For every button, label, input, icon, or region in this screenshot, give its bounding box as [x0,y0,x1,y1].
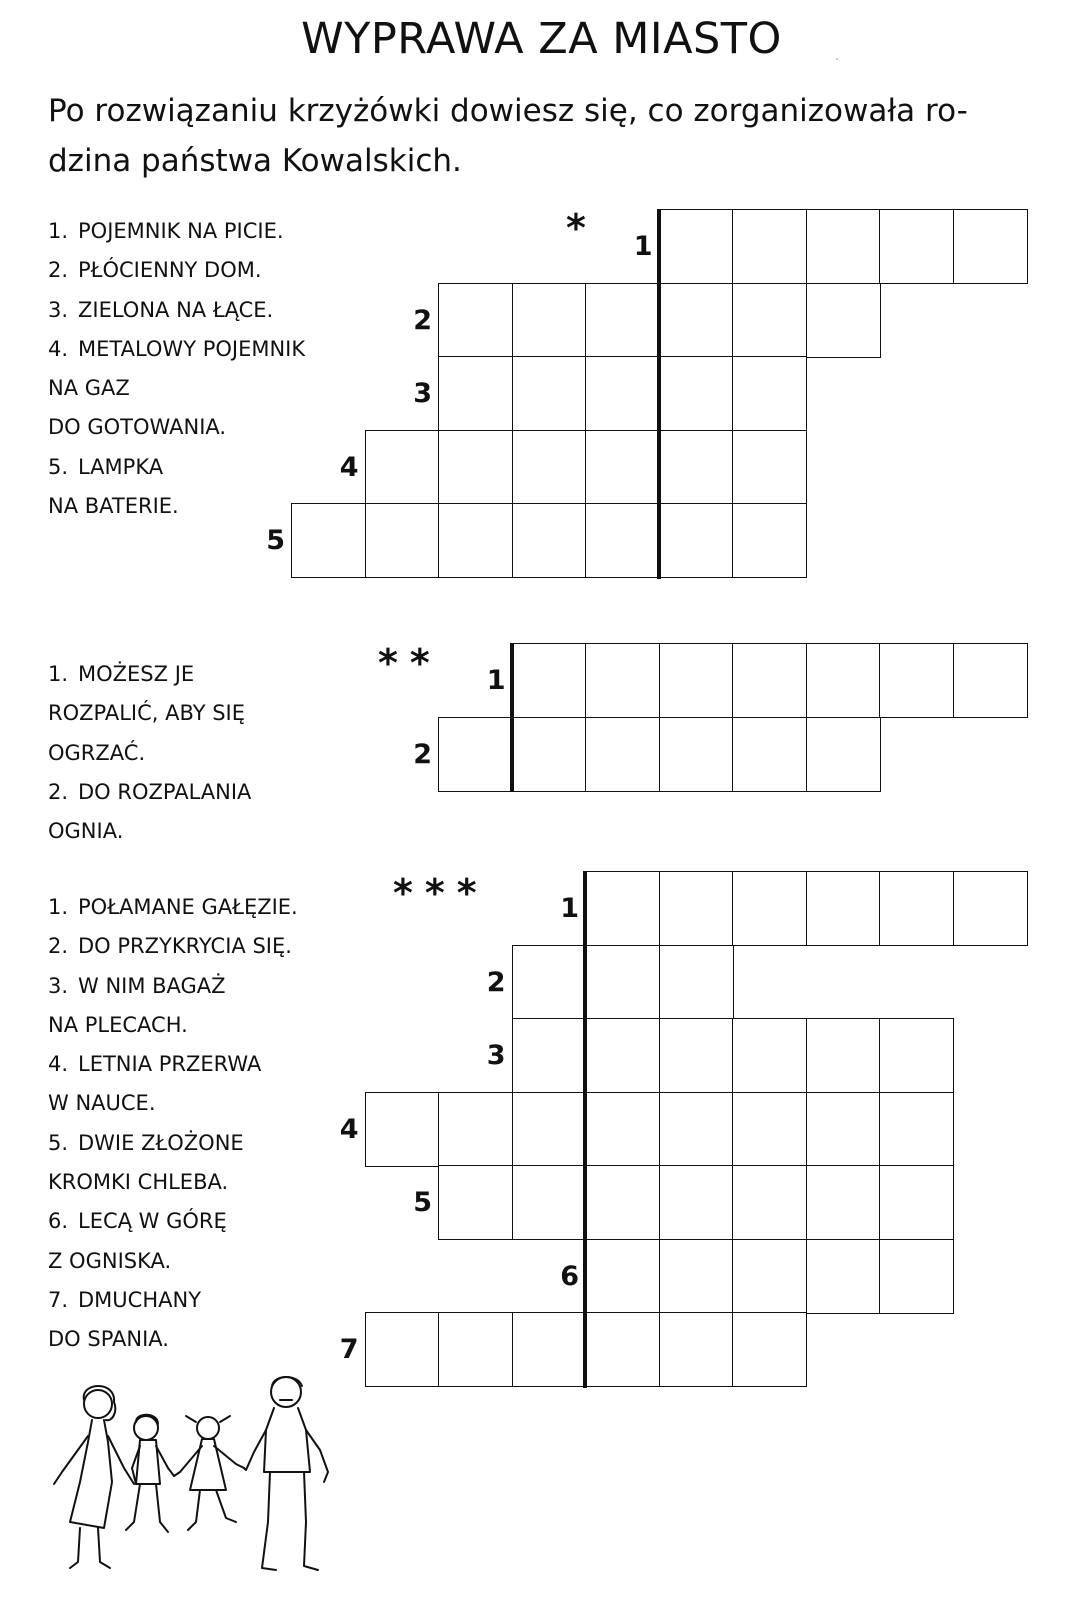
crossword-cell[interactable] [585,643,660,718]
row-number-5: 5 [413,1187,432,1218]
clue-1: 1. POŁAMANE GAŁĘZIE. [48,895,298,919]
crossword-cell[interactable] [659,643,734,718]
crossword-cell[interactable] [291,503,366,578]
crossword-cell[interactable] [806,1239,881,1314]
crossword-cell[interactable] [659,1018,734,1093]
crossword-cell[interactable] [806,209,881,284]
puzzle1-stars: * [566,206,598,250]
intro-line-2: dzina państwa Kowalskich. [48,143,462,179]
clue-3: 3. W NIM BAGAŻ [48,973,226,998]
row-number-1: 1 [560,893,579,924]
crossword-cell[interactable] [732,503,807,578]
girl-figure [174,1416,244,1530]
speck [836,58,838,60]
father-figure [244,1377,328,1570]
crossword-cell[interactable] [512,283,587,358]
crossword-cell[interactable] [585,1018,660,1093]
crossword-cell[interactable] [806,283,881,358]
boy-figure [126,1415,174,1532]
row-number-1: 1 [486,665,506,696]
crossword-cell[interactable] [806,1018,881,1093]
crossword-cell[interactable] [879,643,954,718]
crossword-cell[interactable] [806,643,881,718]
crossword-cell[interactable] [512,503,587,578]
row-number-3: 3 [413,378,432,409]
clue-4: 4. LETNIA PRZERWA [48,1052,262,1077]
crossword-cell[interactable] [585,1092,660,1167]
crossword-cell[interactable] [732,430,807,505]
row-number-2: 2 [413,304,432,336]
crossword-cell[interactable] [438,1312,513,1387]
puzzle3-stars: *** [393,871,489,915]
crossword-cell[interactable] [585,717,660,792]
crossword-cell[interactable] [512,1092,587,1167]
crossword-cell[interactable] [512,430,587,505]
clue-5: 5. DWIE ZŁOŻONE [48,1130,244,1155]
crossword-cell[interactable] [512,945,587,1020]
crossword-cell[interactable] [659,283,734,358]
row-number-1: 1 [633,231,653,262]
crossword-cell[interactable] [585,503,660,578]
clue-4-line-3: DO GOTOWANIA. [48,415,227,440]
intro-line-1: Po rozwiązaniu krzyżówki dowiesz się, co zorganizowała ro- [48,93,968,129]
clue-3-line-2: NA PLECACH. [48,1012,188,1037]
crossword-cell[interactable] [438,430,513,505]
solution-column-line [510,643,514,792]
clue-7: 7. DMUCHANY [48,1287,202,1312]
crossword-cell[interactable] [585,1239,660,1314]
clue-1-line-3: OGRZAĆ. [48,740,146,765]
clue-1-line-2: ROZPALIĆ, ABY SIĘ [48,701,246,726]
crossword-cell[interactable] [659,871,734,946]
clue-2-line-2: OGNIA. [48,819,124,844]
clue-7-line-2: DO SPANIA. [48,1327,169,1352]
crossword-cell[interactable] [585,945,660,1020]
crossword-cell[interactable] [365,503,440,578]
crossword-cell[interactable] [659,503,734,578]
clue-4: 4. METALOWY POJEMNIK [48,336,306,361]
crossword-cell[interactable] [659,356,734,431]
crossword-cell[interactable] [732,356,807,431]
crossword-cell[interactable] [879,871,954,946]
family-illustration [40,1372,350,1582]
crossword-cell[interactable] [585,1165,660,1240]
crossword-cell[interactable] [438,1165,513,1240]
solution-column-line [583,871,587,1388]
crossword-cell[interactable] [365,1312,440,1387]
clue-5-line-2: NA BATERIE. [48,494,179,519]
puzzle1-clues [48,212,305,526]
crossword-cell[interactable] [732,871,807,946]
clue-2: 2. DO PRZYKRYCIA SIĘ. [48,934,292,959]
crossword-cell[interactable] [879,209,954,284]
mother-figure [54,1386,134,1568]
crossword-cell[interactable] [659,1092,734,1167]
crossword-cell[interactable] [732,209,807,284]
puzzle2-clues [48,655,251,851]
puzzle3-clues [48,888,298,1360]
row-number-3: 3 [486,1040,506,1071]
row-number-2: 2 [413,738,432,770]
crossword-cell[interactable] [732,283,807,358]
crossword-cell[interactable] [438,503,513,578]
clue-6: 6. LECĄ W GÓRĘ [48,1209,227,1234]
crossword-cell[interactable] [732,643,807,718]
crossword-cell[interactable] [732,1239,807,1314]
crossword-cell[interactable] [512,717,587,792]
clue-1: 1. POJEMNIK NA PICIE. [48,219,284,243]
intro-text [48,86,1038,186]
crossword-cell[interactable] [879,1018,954,1093]
crossword-cell[interactable] [659,717,734,792]
crossword-cell[interactable] [659,1239,734,1314]
crossword-cell[interactable] [732,1018,807,1093]
clue-4-line-2: W NAUCE. [48,1091,156,1116]
crossword-cell[interactable] [659,209,734,284]
crossword-cell[interactable] [953,871,1028,946]
clue-4-line-2: NA GAZ [48,376,130,401]
row-number-4: 4 [339,451,359,483]
crossword-cell[interactable] [806,1092,881,1167]
crossword-cell[interactable] [512,1312,587,1387]
clue-5-line-2: KROMKI CHLEBA. [48,1170,229,1195]
crossword-cell[interactable] [365,430,440,505]
crossword-cell[interactable] [512,643,587,718]
crossword-cell[interactable] [512,1165,587,1240]
crossword-cell[interactable] [732,1165,807,1240]
crossword-cell[interactable] [659,1165,734,1240]
crossword-cell[interactable] [365,1092,440,1167]
crossword-cell[interactable] [659,1312,734,1387]
row-number-2: 2 [486,966,506,998]
solution-column-line [657,209,661,579]
crossword-cell[interactable] [806,717,881,792]
crossword-cell[interactable] [953,209,1028,284]
crossword-cell[interactable] [879,1165,954,1240]
crossword-cell[interactable] [585,283,660,358]
clue-6-line-2: Z OGNISKA. [48,1248,172,1273]
crossword-cell[interactable] [512,356,587,431]
clue-1: 1. MOŻESZ JE [48,662,195,686]
crossword-cell[interactable] [438,283,513,358]
row-number-7: 7 [339,1334,359,1365]
crossword-cell[interactable] [438,1092,513,1167]
crossword-cell[interactable] [438,356,513,431]
crossword-cell[interactable] [806,1165,881,1240]
puzzle2-stars: ** [378,641,442,685]
crossword-cell[interactable] [585,1312,660,1387]
row-number-5: 5 [266,525,285,556]
clue-2: 2. DO ROZPALANIA [48,779,252,804]
crossword-cell[interactable] [585,871,660,946]
crossword-cell[interactable] [732,717,807,792]
crossword-cell[interactable] [732,1092,807,1167]
crossword-cell[interactable] [585,430,660,505]
clue-5: 5. LAMPKA [48,454,164,479]
crossword-cell[interactable] [953,643,1028,718]
crossword-cell[interactable] [659,945,734,1020]
crossword-cell[interactable] [879,1239,954,1314]
crossword-cell[interactable] [659,430,734,505]
clue-2: 2. PŁÓCIENNY DOM. [48,258,262,283]
clue-3: 3. ZIELONA NA ŁĄCE. [48,297,274,322]
row-number-6: 6 [560,1260,579,1292]
row-number-4: 4 [339,1113,359,1145]
crossword-cell[interactable] [806,871,881,946]
crossword-cell[interactable] [512,1018,587,1093]
crossword-cell[interactable] [732,1312,807,1387]
crossword-cell[interactable] [585,356,660,431]
crossword-cell[interactable] [438,717,513,792]
crossword-cell[interactable] [879,1092,954,1167]
page-title: WYPRAWA ZA MIASTO [301,14,782,64]
